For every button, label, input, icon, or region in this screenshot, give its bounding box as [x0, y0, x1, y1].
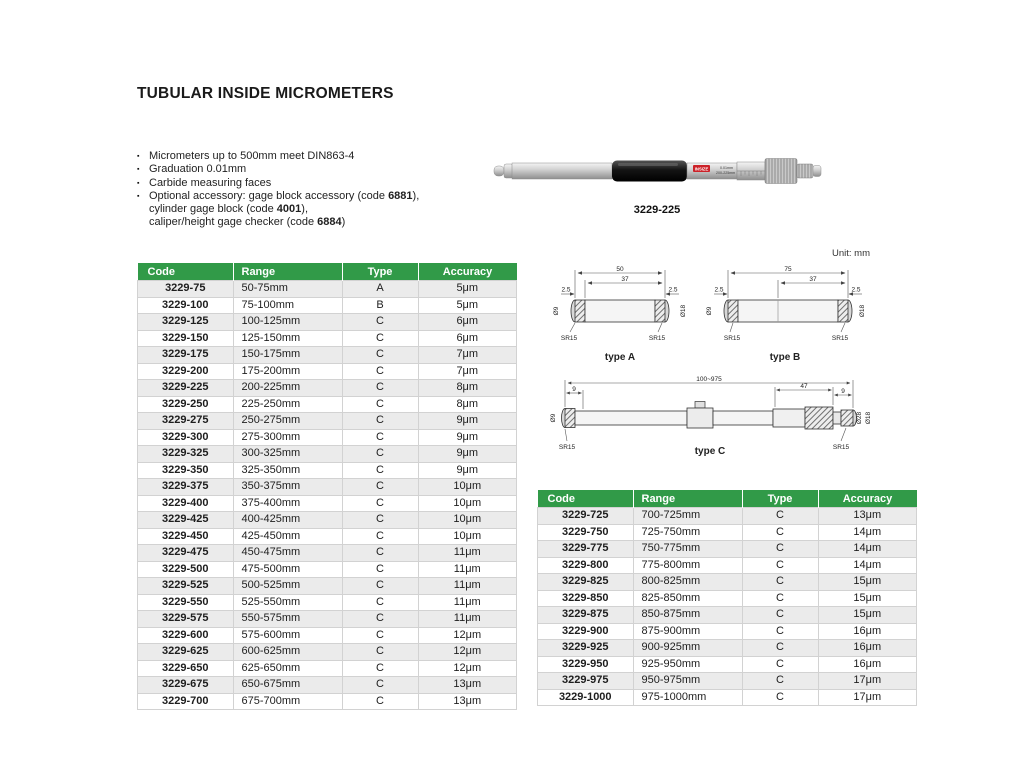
type-cell: C	[742, 623, 818, 640]
feature-text: Optional accessory: gage block accessory (code 6881),	[149, 189, 420, 202]
accuracy-cell: 17μm	[818, 689, 917, 706]
range-cell: 100-125mm	[233, 314, 342, 331]
sr-right-label: SR15	[648, 335, 666, 342]
accuracy-cell: 15μm	[818, 607, 917, 624]
feature-text: caliper/height gage checker (code 6884)	[149, 216, 346, 229]
code-cell: 3229-575	[138, 611, 234, 628]
code-cell: 3229-550	[138, 594, 234, 611]
code-cell: 3229-900	[538, 623, 634, 640]
table-row	[138, 512, 517, 529]
range-cell: 125-150mm	[233, 330, 342, 347]
table-row	[538, 557, 917, 574]
range-cell: 700-725mm	[633, 508, 742, 525]
dia-right-label: Ø18	[859, 304, 866, 318]
range-cell: 800-825mm	[633, 574, 742, 591]
range-cell: 350-375mm	[233, 479, 342, 496]
accuracy-cell: 11μm	[418, 611, 517, 628]
accuracy-cell: 11μm	[418, 594, 517, 611]
table-header	[138, 263, 517, 281]
dim-right-end: 9	[841, 388, 845, 395]
accuracy-cell: 6μm	[418, 330, 517, 347]
type-cell: C	[342, 396, 418, 413]
sr-left-label: SR15	[560, 335, 578, 342]
table-row	[538, 656, 917, 673]
column-header-code: Code	[138, 263, 234, 281]
page-title: TUBULAR INSIDE MICROMETERS	[137, 85, 394, 102]
accuracy-cell: 9μm	[418, 462, 517, 479]
range-cell: 50-75mm	[233, 281, 342, 298]
accuracy-cell: 11μm	[418, 578, 517, 595]
type-cell: C	[742, 574, 818, 591]
table-row	[538, 524, 917, 541]
sr-left-label: SR15	[723, 335, 741, 342]
feature-line	[137, 203, 419, 216]
spindle-tip	[494, 166, 504, 176]
type-cell: C	[742, 557, 818, 574]
table-row	[138, 297, 517, 314]
range-cell: 400-425mm	[233, 512, 342, 529]
range-cell: 250-275mm	[233, 413, 342, 430]
dim-total: 100~975	[696, 376, 722, 383]
column-header-accuracy: Accuracy	[418, 263, 517, 281]
type-a-drawing	[545, 262, 695, 352]
table-row	[538, 673, 917, 690]
table-row	[138, 347, 517, 364]
type-cell: C	[342, 627, 418, 644]
type-cell: C	[342, 446, 418, 463]
type-cell: C	[342, 512, 418, 529]
accuracy-cell: 11μm	[418, 545, 517, 562]
feature-text: cylinder gage block (code 4001),	[149, 203, 309, 216]
range-cell: 750-775mm	[633, 541, 742, 558]
accuracy-cell: 9μm	[418, 413, 517, 430]
range-cell: 650-675mm	[233, 677, 342, 694]
code-cell: 3229-125	[138, 314, 234, 331]
type-cell: A	[342, 281, 418, 298]
dim-inner: 37	[809, 276, 817, 283]
type-cell: C	[342, 495, 418, 512]
code-cell: 3229-600	[138, 627, 234, 644]
code-cell: 3229-250	[138, 396, 234, 413]
code-cell: 3229-450	[138, 528, 234, 545]
header-row	[538, 490, 917, 508]
table-row	[138, 545, 517, 562]
type-cell: C	[342, 644, 418, 661]
range-cell: 500-525mm	[233, 578, 342, 595]
dim-inner: 37	[621, 276, 629, 283]
brand-logo-text: INSIZE	[694, 166, 709, 172]
table-row	[138, 627, 517, 644]
range-cell: 450-475mm	[233, 545, 342, 562]
type-cell: C	[342, 594, 418, 611]
accuracy-cell: 10μm	[418, 479, 517, 496]
dim-left-end: 9	[572, 386, 576, 393]
accuracy-cell: 9μm	[418, 446, 517, 463]
type-b-caption: type B	[769, 352, 801, 363]
type-cell: C	[742, 524, 818, 541]
type-cell: C	[342, 545, 418, 562]
type-cell: C	[342, 611, 418, 628]
accuracy-cell: 7μm	[418, 363, 517, 380]
unit-note: Unit: mm	[832, 248, 870, 259]
type-cell: C	[742, 656, 818, 673]
sleeve-range-text: 200-225mm	[716, 171, 736, 175]
range-cell: 900-925mm	[633, 640, 742, 657]
code-cell: 3229-100	[138, 297, 234, 314]
dim-end-left: 2.5	[561, 286, 571, 294]
table-body	[538, 508, 917, 706]
accuracy-cell: 14μm	[818, 524, 917, 541]
feature-text: Graduation 0.01mm	[149, 163, 247, 176]
table-row	[138, 594, 517, 611]
code-cell: 3229-475	[138, 545, 234, 562]
table-row	[138, 330, 517, 347]
range-cell: 525-550mm	[233, 594, 342, 611]
code-cell: 3229-325	[138, 446, 234, 463]
range-cell: 475-500mm	[233, 561, 342, 578]
type-cell: C	[742, 689, 818, 706]
table-row	[138, 578, 517, 595]
range-cell: 925-950mm	[633, 656, 742, 673]
accuracy-cell: 16μm	[818, 640, 917, 657]
range-cell: 825-850mm	[633, 590, 742, 607]
table-row	[538, 640, 917, 657]
table-row	[138, 611, 517, 628]
table-row	[138, 693, 517, 710]
code-cell: 3229-500	[138, 561, 234, 578]
code-cell: 3229-975	[538, 673, 634, 690]
table-row	[138, 380, 517, 397]
code-cell: 3229-700	[138, 693, 234, 710]
sr-right-label: SR15	[832, 444, 850, 451]
table-row	[138, 314, 517, 331]
type-cell: C	[742, 508, 818, 525]
range-cell: 850-875mm	[633, 607, 742, 624]
dia-right-outer-label: Ø18	[865, 411, 872, 425]
table-row	[138, 413, 517, 430]
dim-head: 47	[800, 383, 808, 390]
code-cell: 3229-75	[138, 281, 234, 298]
type-cell: C	[742, 640, 818, 657]
code-cell: 3229-850	[538, 590, 634, 607]
accuracy-cell: 10μm	[418, 495, 517, 512]
range-cell: 575-600mm	[233, 627, 342, 644]
table-row	[138, 363, 517, 380]
table-row	[138, 660, 517, 677]
code-cell: 3229-375	[138, 479, 234, 496]
feature-text: Micrometers up to 500mm meet DIN863-4	[149, 150, 355, 162]
feature-line	[137, 190, 419, 203]
code-cell: 3229-925	[538, 640, 634, 657]
sr-right-label: SR15	[831, 335, 849, 342]
type-a-caption: type A	[604, 352, 636, 363]
dia-right-label: Ø18	[680, 304, 687, 318]
type-cell: C	[342, 380, 418, 397]
code-cell: 3229-825	[538, 574, 634, 591]
accuracy-cell: 7μm	[418, 347, 517, 364]
accuracy-cell: 13μm	[818, 508, 917, 525]
range-cell: 725-750mm	[633, 524, 742, 541]
type-cell: C	[342, 561, 418, 578]
accuracy-cell: 12μm	[418, 644, 517, 661]
range-cell: 75-100mm	[233, 297, 342, 314]
header-row	[138, 263, 517, 281]
table-body	[138, 281, 517, 710]
code-cell: 3229-300	[138, 429, 234, 446]
feature-line	[137, 163, 419, 176]
dia-left-label: Ø9	[550, 413, 557, 423]
accuracy-cell: 12μm	[418, 660, 517, 677]
bullet-spacer	[137, 216, 149, 229]
table-row	[138, 462, 517, 479]
bullet-icon: ▪	[137, 166, 140, 174]
code-cell: 3229-625	[138, 644, 234, 661]
accuracy-cell: 10μm	[418, 512, 517, 529]
accuracy-cell: 17μm	[818, 673, 917, 690]
code-cell: 3229-225	[138, 380, 234, 397]
table-row	[538, 590, 917, 607]
range-cell: 225-250mm	[233, 396, 342, 413]
type-cell: B	[342, 297, 418, 314]
range-cell: 375-400mm	[233, 495, 342, 512]
code-cell: 3229-150	[138, 330, 234, 347]
type-cell: C	[342, 347, 418, 364]
code-cell: 3229-650	[138, 660, 234, 677]
type-cell: C	[342, 528, 418, 545]
accuracy-cell: 16μm	[818, 656, 917, 673]
range-cell: 625-650mm	[233, 660, 342, 677]
dim-end-left: 2.5	[714, 286, 724, 294]
table-row	[138, 281, 517, 298]
range-cell: 200-225mm	[233, 380, 342, 397]
table-header	[538, 490, 917, 508]
code-cell: 3229-275	[138, 413, 234, 430]
type-cell: C	[342, 330, 418, 347]
accuracy-cell: 14μm	[818, 557, 917, 574]
sleeve-graduation-text: 0.01mm	[720, 166, 733, 170]
bullet-icon: ▪	[137, 179, 140, 187]
type-cell: C	[342, 479, 418, 496]
range-cell: 425-450mm	[233, 528, 342, 545]
ratchet	[797, 164, 813, 178]
range-cell: 950-975mm	[633, 673, 742, 690]
accuracy-cell: 6μm	[418, 314, 517, 331]
code-cell: 3229-425	[138, 512, 234, 529]
column-header-range: Range	[633, 490, 742, 508]
feature-text: Carbide measuring faces	[149, 176, 272, 189]
code-cell: 3229-875	[538, 607, 634, 624]
accuracy-cell: 5μm	[418, 297, 517, 314]
type-cell: C	[742, 673, 818, 690]
feature-list	[137, 150, 419, 230]
product-photo	[492, 138, 822, 202]
spec-table-left	[137, 263, 517, 710]
type-cell: C	[342, 413, 418, 430]
range-cell: 600-625mm	[233, 644, 342, 661]
range-cell: 775-800mm	[633, 557, 742, 574]
code-cell: 3229-200	[138, 363, 234, 380]
column-header-type: Type	[342, 263, 418, 281]
type-cell: C	[342, 578, 418, 595]
table-row	[138, 446, 517, 463]
range-cell: 300-325mm	[233, 446, 342, 463]
table-row	[138, 495, 517, 512]
accuracy-cell: 13μm	[418, 677, 517, 694]
code-cell: 3229-800	[538, 557, 634, 574]
code-cell: 3229-950	[538, 656, 634, 673]
accuracy-cell: 15μm	[818, 590, 917, 607]
type-c-drawing	[545, 372, 875, 454]
type-cell: C	[742, 541, 818, 558]
type-cell: C	[342, 660, 418, 677]
range-cell: 875-900mm	[633, 623, 742, 640]
table-row	[538, 623, 917, 640]
table-row	[138, 429, 517, 446]
type-cell: C	[742, 607, 818, 624]
table-row	[138, 479, 517, 496]
dim-total: 50	[616, 266, 624, 273]
table-row	[138, 528, 517, 545]
table-row	[538, 689, 917, 706]
table-row	[138, 561, 517, 578]
accuracy-cell: 14μm	[818, 541, 917, 558]
code-cell: 3229-400	[138, 495, 234, 512]
accuracy-cell: 10μm	[418, 528, 517, 545]
range-cell: 275-300mm	[233, 429, 342, 446]
range-cell: 975-1000mm	[633, 689, 742, 706]
accuracy-cell: 5μm	[418, 281, 517, 298]
accuracy-cell: 16μm	[818, 623, 917, 640]
dim-end-right: 2.5	[851, 286, 861, 294]
bullet-icon: ▪	[137, 153, 140, 160]
dia-right-inner-label: Ø28	[856, 411, 863, 425]
accuracy-cell: 12μm	[418, 627, 517, 644]
bullet-spacer	[137, 203, 149, 216]
feature-line	[137, 177, 419, 190]
table-row	[538, 607, 917, 624]
tube-body	[512, 163, 612, 179]
accuracy-cell: 15μm	[818, 574, 917, 591]
code-cell: 3229-175	[138, 347, 234, 364]
accuracy-cell: 13μm	[418, 693, 517, 710]
type-cell: C	[342, 462, 418, 479]
type-b-drawing	[700, 262, 870, 352]
range-cell: 550-575mm	[233, 611, 342, 628]
code-cell: 3229-675	[138, 677, 234, 694]
table-row	[538, 508, 917, 525]
type-cell: C	[342, 363, 418, 380]
dia-left-label: Ø9	[553, 306, 560, 316]
table-row	[138, 677, 517, 694]
range-cell: 675-700mm	[233, 693, 342, 710]
accuracy-cell: 8μm	[418, 396, 517, 413]
code-cell: 3229-725	[538, 508, 634, 525]
accuracy-cell: 8μm	[418, 380, 517, 397]
type-cell: C	[342, 693, 418, 710]
type-cell: C	[742, 590, 818, 607]
type-c-caption: type C	[694, 446, 726, 457]
accuracy-cell: 9μm	[418, 429, 517, 446]
bullet-icon: ▪	[137, 192, 140, 200]
table-row	[138, 396, 517, 413]
type-cell: C	[342, 677, 418, 694]
dim-total: 75	[784, 266, 792, 273]
table-row	[538, 541, 917, 558]
column-header-type: Type	[742, 490, 818, 508]
sr-left-label: SR15	[558, 444, 576, 451]
thimble	[765, 159, 797, 184]
feature-line	[137, 150, 419, 163]
range-cell: 175-200mm	[233, 363, 342, 380]
column-header-range: Range	[233, 263, 342, 281]
range-cell: 325-350mm	[233, 462, 342, 479]
dia-left-label: Ø9	[706, 306, 713, 316]
product-code-label: 3229-225	[633, 204, 681, 216]
table-row	[538, 574, 917, 591]
type-cell: C	[342, 314, 418, 331]
code-cell: 3229-350	[138, 462, 234, 479]
accuracy-cell: 11μm	[418, 561, 517, 578]
dim-end-right: 2.5	[668, 286, 678, 294]
feature-line	[137, 216, 419, 229]
column-header-accuracy: Accuracy	[818, 490, 917, 508]
type-cell: C	[342, 429, 418, 446]
column-header-code: Code	[538, 490, 634, 508]
code-cell: 3229-775	[538, 541, 634, 558]
spec-table-right	[537, 490, 917, 706]
code-cell: 3229-750	[538, 524, 634, 541]
code-cell: 3229-1000	[538, 689, 634, 706]
table-row	[138, 644, 517, 661]
code-cell: 3229-525	[138, 578, 234, 595]
range-cell: 150-175mm	[233, 347, 342, 364]
